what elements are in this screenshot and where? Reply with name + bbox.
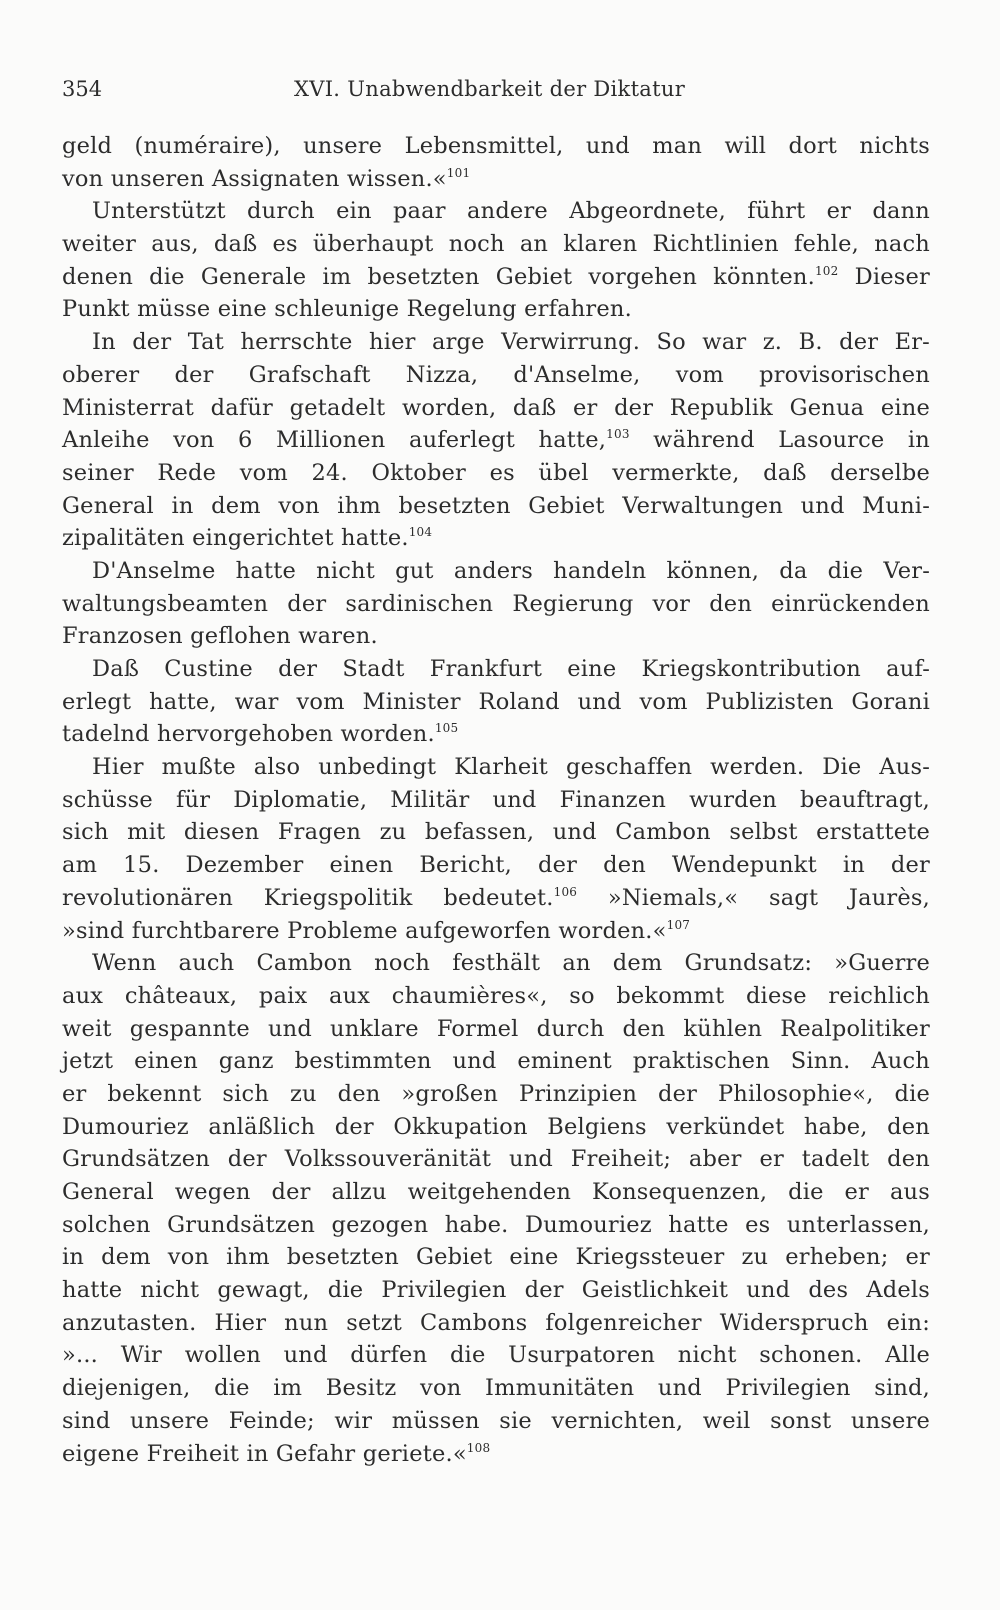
text-line <box>62 326 930 359</box>
text-line <box>62 163 930 196</box>
text-line <box>62 1045 930 1078</box>
line-text: waltungsbeamten der sardinischen Regierung vor den einrückenden <box>62 590 930 617</box>
text-line <box>62 1372 930 1405</box>
line-text: schüsse für Diplomatie, Militär und Finanzen wurden beauftragt, <box>62 786 930 813</box>
line-text-continuation: während Lasource in <box>629 427 930 454</box>
line-text: in dem von ihm besetzten Gebiet eine Kriegssteuer zu erheben; er <box>62 1244 930 1271</box>
line-text: General in dem von ihm besetzten Gebiet Verwaltungen und Muni- <box>62 492 930 519</box>
text-line <box>62 1274 930 1307</box>
line-text: solchen Grundsätzen gezogen habe. Dumouriez hatte es unterlassen, <box>62 1211 930 1238</box>
text-line <box>62 653 930 686</box>
text-line <box>62 522 930 555</box>
text-line <box>62 947 930 980</box>
line-text: weiter aus, daß es überhaupt noch an klaren Richtlinien fehle, nach <box>62 231 930 258</box>
line-text: jetzt einen ganz bestimmten und eminent praktischen Sinn. Auch <box>62 1048 930 1075</box>
text-line <box>62 718 930 751</box>
line-text: Ministerrat dafür getadelt worden, daß er der Republik Genua eine <box>62 394 930 421</box>
text-line <box>62 915 930 948</box>
line-text: General wegen der allzu weitgehenden Konsequenzen, die er aus <box>62 1179 930 1205</box>
line-text: Daß Custine der Stadt Frankfurt eine Kriegskontribution auf- <box>92 656 930 682</box>
line-text: Dumouriez anläßlich der Okkupation Belgiens verkündet habe, den <box>62 1113 930 1140</box>
line-text: seiner Rede vom 24. Oktober es übel vermerkte, daß derselbe <box>62 459 930 486</box>
text-line <box>62 1013 930 1046</box>
line-text: sind unsere Feinde; wir müssen sie vernichten, weil sonst unsere <box>62 1407 930 1434</box>
text-line <box>62 359 930 392</box>
text-line <box>62 882 930 915</box>
text-line <box>62 130 930 163</box>
text-line <box>62 424 930 457</box>
footnote-marker[interactable]: 108 <box>466 1440 491 1455</box>
line-text: weit gespannte und unklare Formel durch den kühlen Realpolitiker <box>62 1015 930 1042</box>
line-text: er bekennt sich zu den »großen Prinzipien der Philosophie«, die <box>62 1080 930 1107</box>
text-line <box>62 1143 930 1176</box>
text-line <box>62 261 930 294</box>
text-line <box>62 784 930 817</box>
line-text: Franzosen geflohen waren. <box>62 623 378 650</box>
line-text: revolutionären Kriegspolitik bedeutet. <box>62 884 554 911</box>
running-head <box>62 74 930 104</box>
footnote-marker[interactable]: 106 <box>553 884 578 899</box>
line-text: Hier mußte also unbedingt Klarheit geschaffen werden. Die Aus- <box>92 754 930 781</box>
text-line <box>62 849 930 882</box>
line-text: sich mit diesen Fragen zu befassen, und Cambon selbst erstattete <box>62 819 930 846</box>
footnote-marker[interactable]: 101 <box>446 165 471 180</box>
text-line <box>62 1176 930 1209</box>
text-line <box>62 293 930 326</box>
line-text: Unterstützt durch ein paar andere Abgeordnete, führt er dann <box>92 198 930 225</box>
footnote-marker[interactable]: 103 <box>606 427 630 442</box>
text-line <box>62 490 930 523</box>
body-text <box>62 130 930 1470</box>
text-line <box>62 1111 930 1144</box>
text-line <box>62 816 930 849</box>
page-number: 354 <box>62 77 103 101</box>
text-line <box>62 228 930 261</box>
text-line <box>62 620 930 653</box>
text-line <box>62 751 930 784</box>
line-text: erlegt hatte, war vom Minister Roland und vom Publizisten Gorani <box>62 688 930 715</box>
text-line <box>62 195 930 228</box>
line-text: In der Tat herrschte hier arge Verwirrung. So war z. B. der Er- <box>92 329 930 356</box>
chapter-title: XVI. Unabwendbarkeit der Diktatur <box>294 77 686 101</box>
footnote-marker[interactable]: 104 <box>408 525 433 540</box>
line-text: D'Anselme hatte nicht gut anders handeln können, da die Ver- <box>92 557 930 584</box>
text-line <box>62 1078 930 1111</box>
line-text: »... Wir wollen und dürfen die Usurpatoren nicht schonen. Alle <box>62 1342 930 1369</box>
line-text: hatte nicht gewagt, die Privilegien der Geistlichkeit und des Adels <box>62 1277 930 1304</box>
footnote-marker[interactable]: 105 <box>434 721 459 736</box>
line-text: diejenigen, die im Besitz von Immunitäten und Privilegien sind, <box>62 1375 930 1402</box>
line-text: am 15. Dezember einen Bericht, der den Wendepunkt in der <box>62 852 930 879</box>
text-line <box>62 1438 930 1471</box>
line-text: tadelnd hervorgehoben worden. <box>62 721 435 748</box>
line-text-continuation: »Niemals,« sagt Jaurès, <box>577 884 931 911</box>
line-text: zipalitäten eingerichtet hatte. <box>62 525 409 552</box>
text-line <box>62 588 930 621</box>
line-text: anzutasten. Hier nun setzt Cambons folgenreicher Widerspruch ein: <box>62 1309 930 1336</box>
line-text: von unseren Assignaten wissen.« <box>62 165 447 192</box>
line-text: denen die Generale im besetzten Gebiet vorgehen könnten. <box>62 263 815 290</box>
footnote-marker[interactable]: 102 <box>814 263 839 278</box>
text-line <box>62 555 930 588</box>
text-line <box>62 457 930 490</box>
line-text: eigene Freiheit in Gefahr geriete.« <box>62 1440 467 1467</box>
line-text: »sind furchtbarere Probleme aufgeworfen worden.« <box>62 917 667 944</box>
line-text: oberer der Grafschaft Nizza, d'Anselme, vom provisorischen <box>62 361 930 388</box>
text-line <box>62 686 930 719</box>
text-line <box>62 1307 930 1340</box>
line-text-continuation: Dieser <box>838 263 931 290</box>
line-text: Anleihe von 6 Millionen auferlegt hatte, <box>62 427 607 454</box>
text-line <box>62 1209 930 1242</box>
line-text: Punkt müsse eine schleunige Regelung erfahren. <box>62 296 632 323</box>
text-line <box>62 392 930 425</box>
line-text: geld (numéraire), unsere Lebensmittel, und man will dort nichts <box>62 133 930 159</box>
line-text: aux châteaux, paix aux chaumières«, so bekommt diese reichlich <box>62 982 930 1009</box>
line-text: Wenn auch Cambon noch festhält an dem Grundsatz: »Guerre <box>92 950 930 977</box>
text-line <box>62 1405 930 1438</box>
text-line <box>62 1339 930 1372</box>
line-text: Grundsätzen der Volkssouveränität und Freiheit; aber er tadelt den <box>62 1146 930 1173</box>
footnote-marker[interactable]: 107 <box>666 917 691 932</box>
text-line <box>62 1241 930 1274</box>
text-line <box>62 980 930 1013</box>
